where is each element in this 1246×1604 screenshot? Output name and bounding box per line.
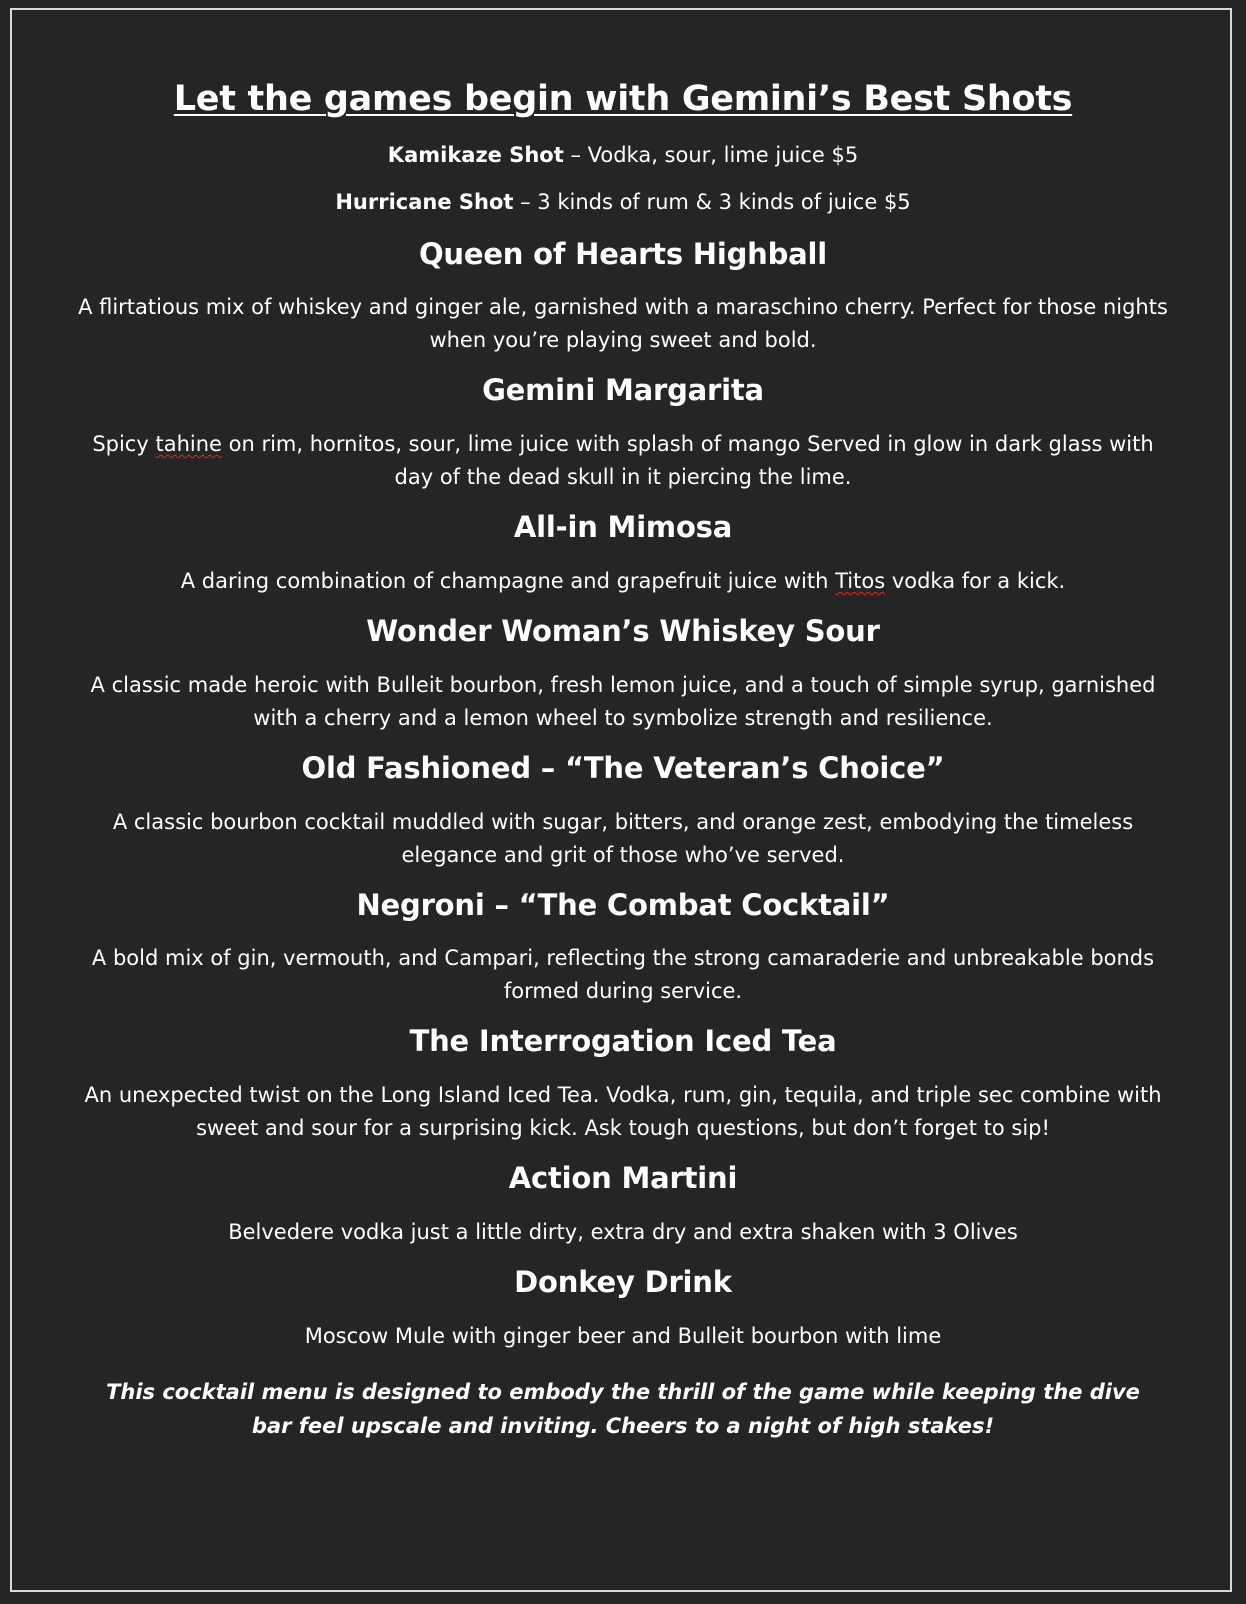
drink-name: Gemini Margarita bbox=[482, 373, 764, 408]
drink-description bbox=[60, 428, 1186, 494]
drink-name: Negroni – “The Combat Cocktail” bbox=[356, 887, 890, 922]
drink-description: An unexpected twist on the Long Island Iced Tea. Vodka, rum, gin, tequila, and triple sec combine with sweet and sour for a surprising kick. Ask tough questions, but don’t forget to sip! bbox=[84, 1083, 1162, 1141]
drink-description: A bold mix of gin, vermouth, and Campari, reflecting the strong camaraderie and unbreakable bonds formed during service. bbox=[91, 946, 1155, 1004]
spellcheck-flagged-word[interactable]: tahine bbox=[155, 432, 222, 457]
shot-name: Hurricane Shot bbox=[335, 190, 514, 215]
shot-item bbox=[60, 142, 1186, 169]
drink-description: Belvedere vodka just a little dirty, extra dry and extra shaken with 3 Olives bbox=[228, 1219, 1018, 1244]
shot-description: – Vodka, sour, lime juice $5 bbox=[563, 143, 859, 167]
drink-name: Old Fashioned – “The Veteran’s Choice” bbox=[301, 750, 945, 785]
spellcheck-flagged-word[interactable]: Titos bbox=[835, 568, 886, 593]
menu-content bbox=[60, 78, 1186, 1443]
drink-name: Donkey Drink bbox=[514, 1264, 732, 1299]
shot-description: – 3 kinds of rum & 3 kinds of juice $5 bbox=[513, 190, 911, 215]
drink-name: Queen of Hearts Highball bbox=[418, 236, 828, 271]
drink-description: A classic bourbon cocktail muddled with sugar, bitters, and orange zest, embodying the timeless elegance and grit of those who’ve served. bbox=[112, 809, 1134, 867]
drink-description bbox=[60, 565, 1186, 598]
description-text: vodka for a kick. bbox=[885, 568, 1066, 593]
drink-description: A classic made heroic with Bulleit bourbon, fresh lemon juice, and a touch of simple syrup, garnished with a cherry and a lemon wheel to symbolize strength and resilience. bbox=[90, 672, 1156, 730]
shot-item bbox=[60, 189, 1186, 216]
drink-description: Moscow Mule with ginger beer and Bulleit bourbon with lime bbox=[304, 1323, 942, 1348]
drink-name: Action Martini bbox=[508, 1161, 738, 1196]
description-text: A daring combination of champagne and grapefruit juice with bbox=[180, 568, 836, 593]
description-text: Spicy bbox=[92, 432, 156, 457]
shot-name: Kamikaze Shot bbox=[387, 143, 564, 167]
drink-description: A flirtatious mix of whiskey and ginger ale, garnished with a maraschino cherry. Perfect for those nights when you’re playing sweet and bold. bbox=[78, 295, 1168, 353]
description-text: on rim, hornitos, sour, lime juice with splash of mango Served in glow in dark glass with day of the dead skull in it piercing the lime. bbox=[221, 432, 1154, 490]
menu-title: Let the games begin with Gemini’s Best Shots bbox=[173, 79, 1073, 119]
drink-name: The Interrogation Iced Tea bbox=[409, 1024, 837, 1059]
drink-name: Wonder Woman’s Whiskey Sour bbox=[366, 613, 880, 648]
closing-statement: This cocktail menu is designed to embody the thrill of the game while keeping the dive bar feel upscale and inviting. Cheers to a night of high stakes! bbox=[106, 1379, 1140, 1438]
drink-name: All-in Mimosa bbox=[513, 510, 733, 545]
